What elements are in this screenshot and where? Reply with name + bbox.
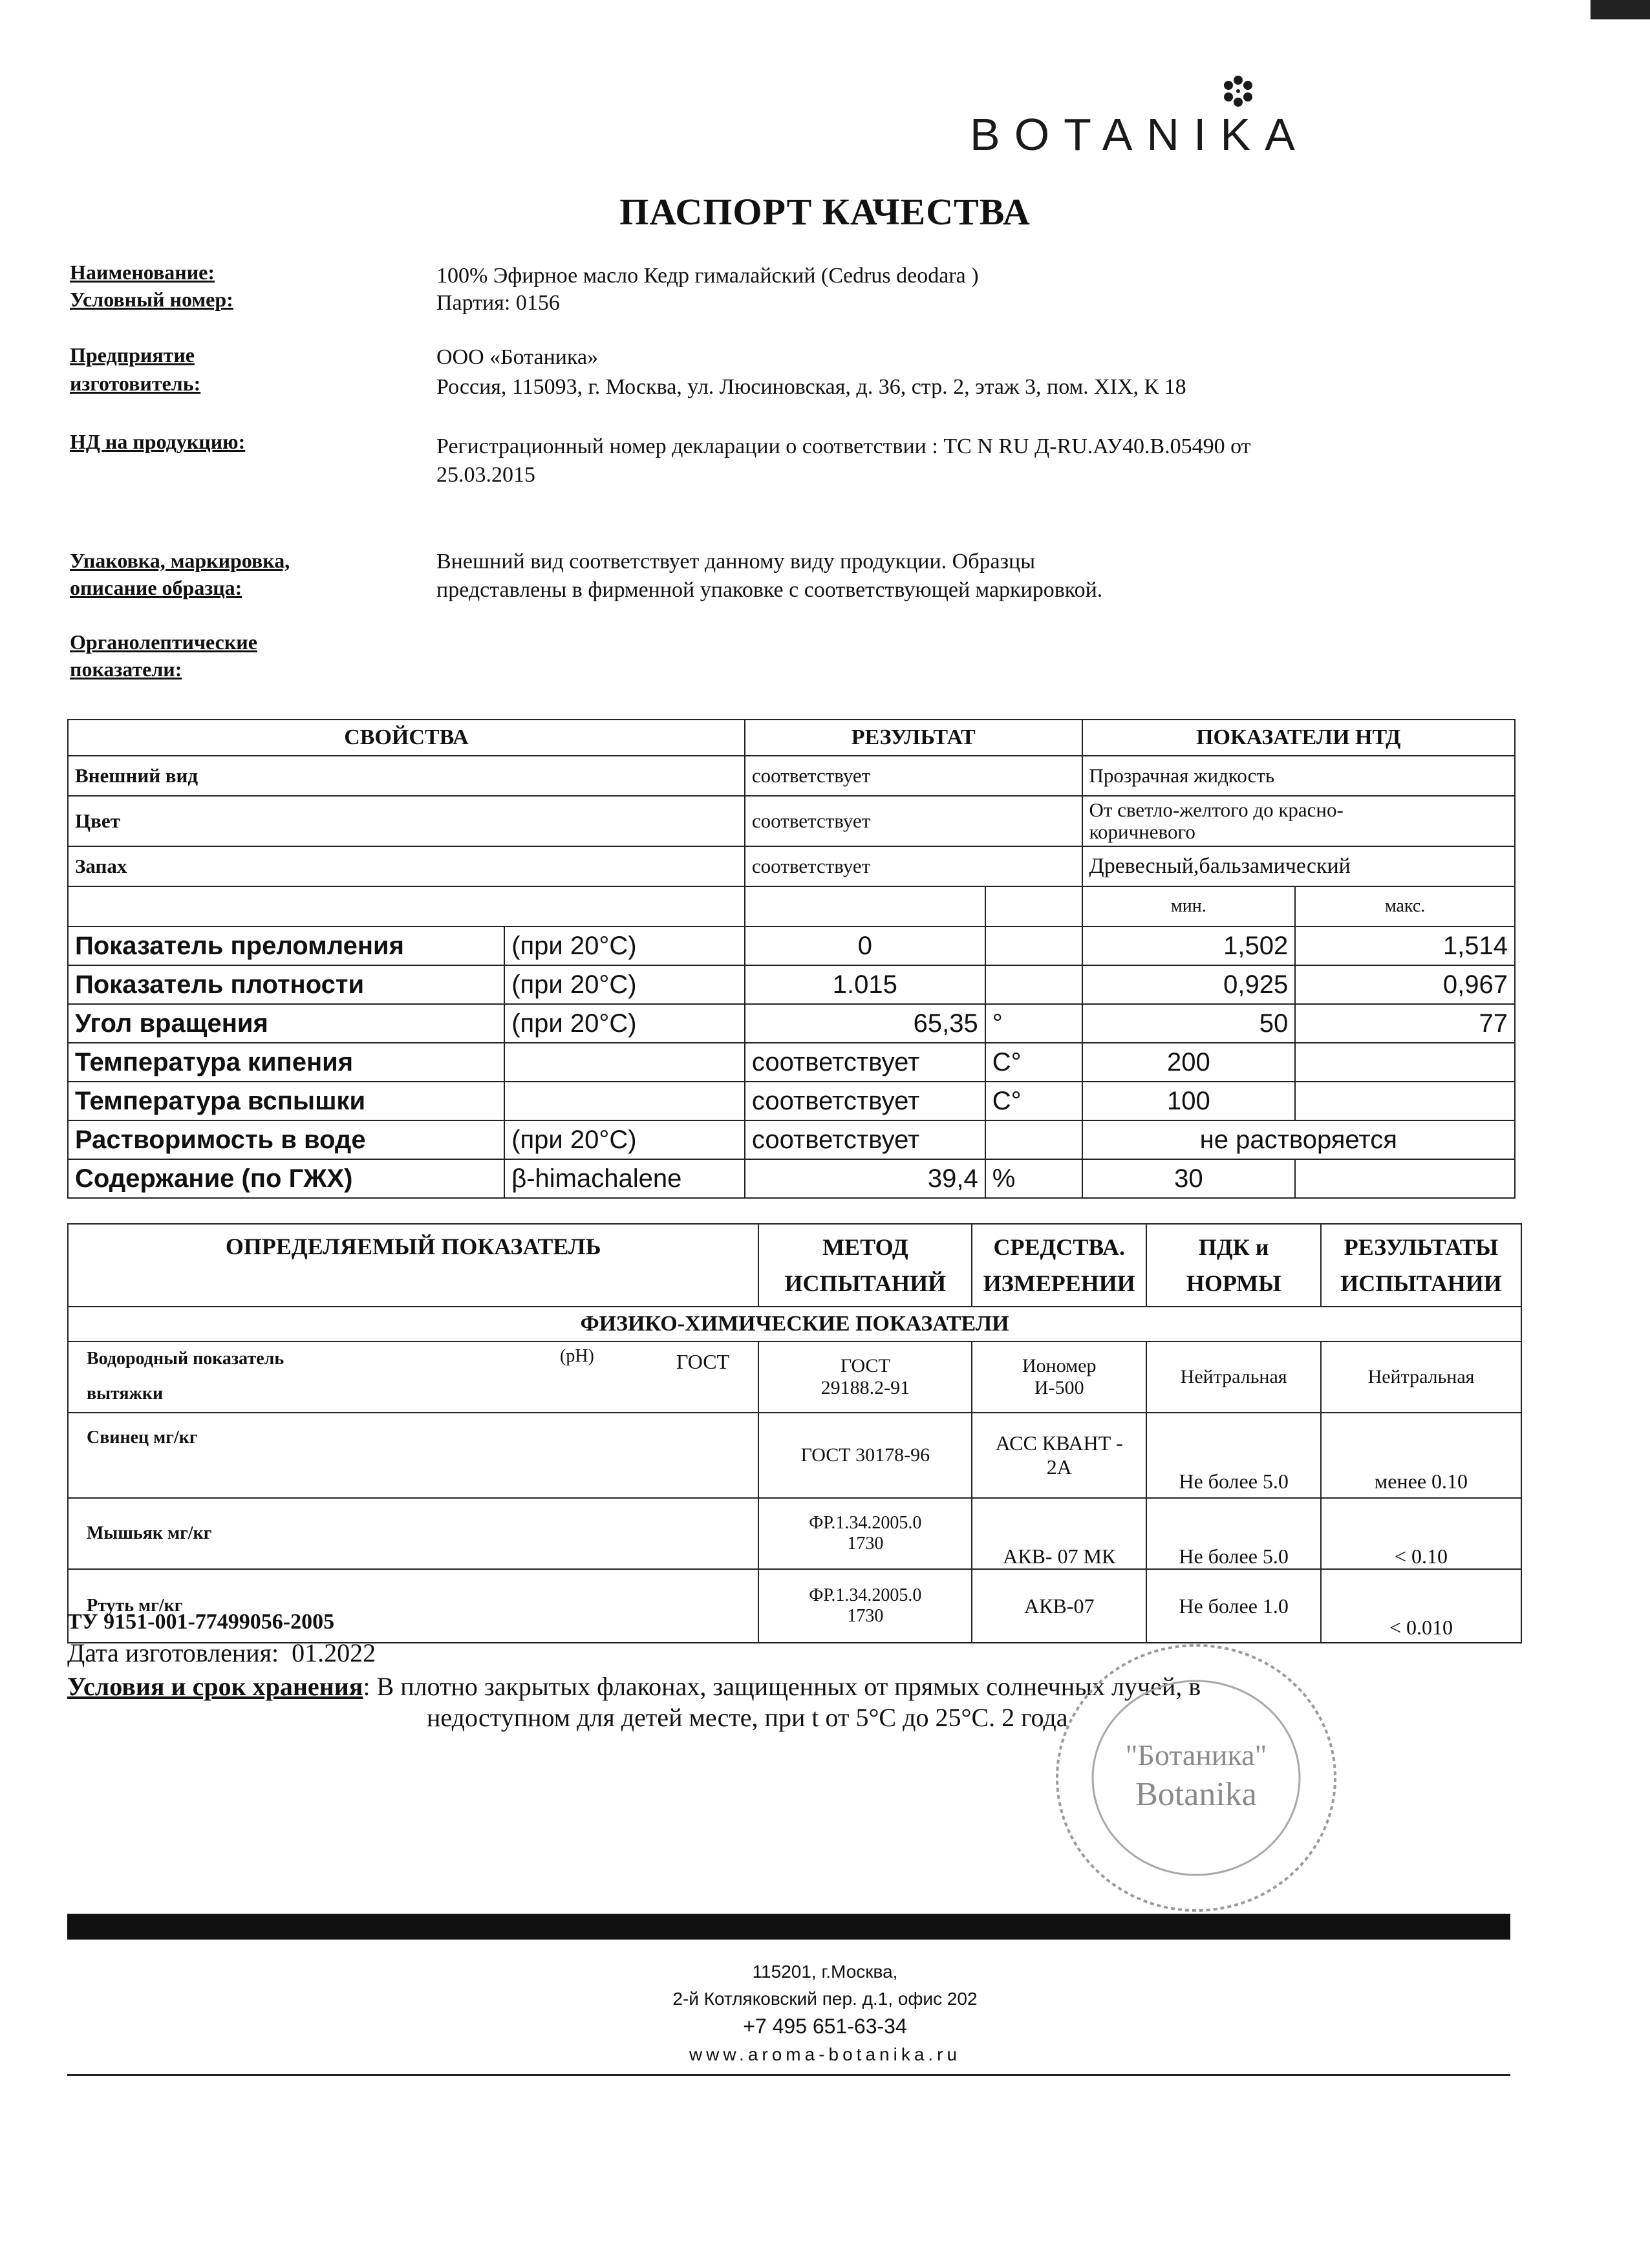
- footer-line: [67, 2074, 1510, 2076]
- header-means: СРЕДСТВА. ИЗМЕРЕНИИ: [972, 1224, 1146, 1307]
- table-row: Ртуть мг/кг ФР.1.34.2005.0 1730 АКВ-07 Не более 1.0 < 0.010: [68, 1569, 1521, 1643]
- field-value-name: 100% Эфирное масло Кедр гималайский (Cedrus deodara ): [436, 264, 979, 288]
- field-value-declaration: Регистрационный номер декларации о соответствии : ТС N RU Д-RU.АУ40.В.05490 от: [436, 434, 1251, 458]
- svg-text:Botanika: Botanika: [1135, 1776, 1257, 1813]
- footer-website[interactable]: www.aroma-botanika.ru: [689, 2044, 961, 2064]
- properties-table: [67, 719, 1516, 1199]
- tu-number: ТУ 9151-001-77499056-2005: [67, 1610, 335, 1634]
- field-value-packaging-2: представлены в фирменной упаковке с соответствующей маркировкой.: [436, 578, 1103, 602]
- table-row: Показатель преломления (при 20°С) 0 1,502 1,514: [68, 926, 1515, 965]
- table-row: Запах соответствует Древесный,бальзамический: [68, 846, 1515, 886]
- field-value-batch: Партия: 0156: [436, 291, 560, 315]
- storage-conditions-2: недоступном для детей месте, при t от 5°С до 25°С. 2 года: [427, 1703, 1068, 1732]
- field-label-organoleptic: Органолептические: [70, 630, 257, 654]
- field-label-manufacturer-2: изготовитель:: [70, 372, 201, 395]
- table-row: Угол вращения (при 20°С) 65,35 ° 50 77: [68, 1004, 1515, 1043]
- footer-address-2: 2-й Котляковский пер. д.1, офис 202: [672, 1989, 978, 2009]
- header-properties: СВОЙСТВА: [68, 720, 745, 756]
- table-row: Температура кипения соответствует С° 200: [68, 1043, 1515, 1082]
- header-indicator: ОПРЕДЕЛЯЕМЫЙ ПОКАЗАТЕЛЬ: [68, 1224, 758, 1307]
- field-label-organoleptic-2: показатели:: [70, 658, 182, 681]
- field-value-company: ООО «Ботаника»: [436, 345, 599, 369]
- company-stamp: [1047, 1636, 1345, 1920]
- header-ntd: ПОКАЗАТЕЛИ НТД: [1082, 720, 1515, 756]
- field-label-packaging-2: описание образца:: [70, 576, 242, 599]
- table-row: мин. макс.: [68, 886, 1515, 926]
- page-title: ПАСПОРТ КАЧЕСТВА: [619, 191, 1031, 233]
- manufacture-date: Дата изготовления: 01.2022: [67, 1638, 376, 1667]
- table-row: Растворимость в воде (при 20°С) соответствует не растворяется: [68, 1120, 1515, 1159]
- table-row: Внешний вид соответствует Прозрачная жидкость: [68, 756, 1515, 796]
- brand-logo: BOTANIKA: [970, 109, 1309, 160]
- header-norms: ПДК и НОРМЫ: [1146, 1224, 1321, 1307]
- header-method: МЕТОД ИСПЫТАНИЙ: [758, 1224, 972, 1307]
- table-row: Содержание (по ГЖХ) β-himachalene 39,4 % 30: [68, 1159, 1515, 1198]
- table-row: Водородный показатель (pH) ГОСТ вытяжки ГОСТ 29188.2-91 Иономер И-500 Нейтральная Нейтральная: [68, 1342, 1521, 1413]
- scan-artifact: [1591, 0, 1650, 19]
- field-label-nd: НД на продукцию:: [70, 430, 246, 453]
- table-row: Мышьяк мг/кг ФР.1.34.2005.0 1730 АКВ- 07 МК Не более 5.0 < 0.10: [68, 1498, 1521, 1569]
- field-label-batch: Условный номер:: [70, 288, 233, 311]
- svg-text:"Ботаника": "Ботаника": [1125, 1738, 1267, 1771]
- header-results: РЕЗУЛЬТАТЫ ИСПЫТАНИИ: [1321, 1224, 1521, 1307]
- field-label-packaging: Упаковка, маркировка,: [70, 549, 290, 572]
- field-value-declaration-date: 25.03.2015: [436, 463, 535, 487]
- footer-bar: [67, 1914, 1510, 1940]
- indicators-table: [67, 1223, 1522, 1643]
- table-row: Свинец мг/кг ГОСТ 30178-96 АСС КВАНТ - 2А Не более 5.0 менее 0.10: [68, 1413, 1521, 1498]
- table-row: Цвет соответствует От светло-желтого до красно- коричневого: [68, 796, 1515, 846]
- storage-conditions: Условия и срок хранения: В плотно закрытых флаконах, защищенных от прямых солнечных лучей, в: [67, 1672, 1201, 1701]
- header-result: РЕЗУЛЬТАТ: [745, 720, 1082, 756]
- field-label-manufacturer: Предприятие: [70, 343, 195, 367]
- field-value-packaging: Внешний вид соответствует данному виду продукции. Образцы: [436, 550, 1036, 573]
- footer-phone: +7 495 651-63-34: [743, 2015, 907, 2038]
- footer-address-1: 115201, г.Москва,: [752, 1962, 898, 1982]
- section-title: ФИЗИКО-ХИМИЧЕСКИЕ ПОКАЗАТЕЛИ: [68, 1307, 1521, 1342]
- field-value-address: Россия, 115093, г. Москва, ул. Люсиновская, д. 36, стр. 2, этаж 3, пом. XIX, К 18: [436, 375, 1186, 399]
- table-row: Температура вспышки соответствует С° 100: [68, 1082, 1515, 1120]
- field-label-name: Наименование:: [70, 261, 215, 284]
- table-row: Показатель плотности (при 20°С) 1.015 0,925 0,967: [68, 965, 1515, 1004]
